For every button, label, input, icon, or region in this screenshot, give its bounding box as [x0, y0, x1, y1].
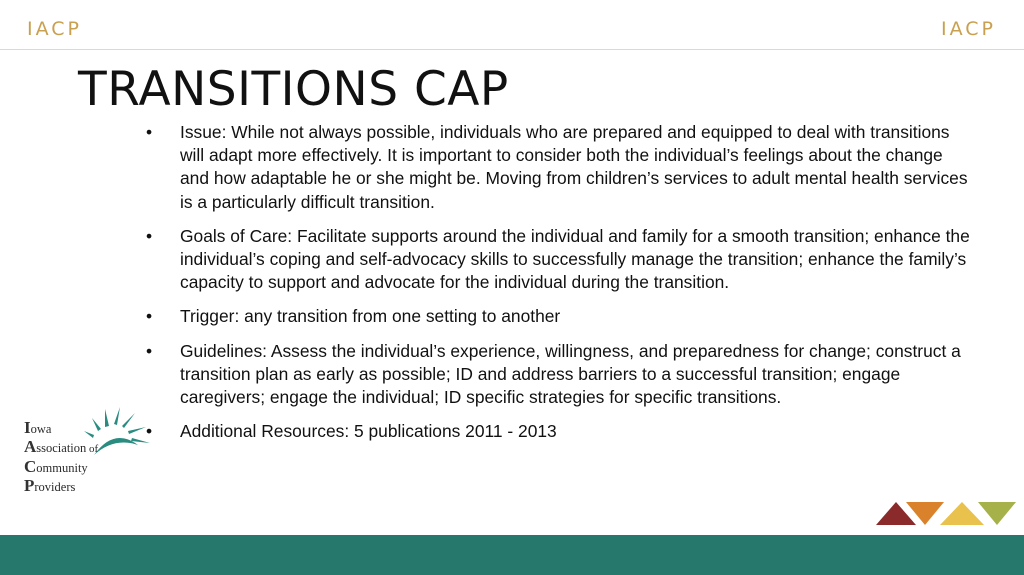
header-divider — [0, 49, 1024, 50]
brand-logo-right: IACP — [941, 18, 996, 40]
bullet-text: Goals of Care: Facilitate supports around the individual and family for a smooth transition; enhance the individual’s coping and self-advocacy skills to successfully manage the transition; enhance the family’s capacity to support and advocate for the individual during the transition. — [180, 225, 970, 293]
bullet-goals-of-care — [146, 225, 976, 295]
bullet-text: Trigger: any transition from one setting to another — [180, 306, 561, 327]
bullet-guidelines — [146, 340, 976, 410]
bullet-marker: • — [146, 225, 153, 246]
bullet-marker: • — [146, 122, 153, 142]
bullet-marker: • — [146, 421, 153, 442]
slide-title: TRANSITIONS CAP — [78, 62, 509, 117]
decorative-triangles — [876, 502, 1018, 526]
footer-bar — [0, 535, 1024, 575]
bullet-marker: • — [146, 306, 153, 327]
bullet-issue — [146, 121, 976, 214]
triangle-olive — [978, 502, 1016, 525]
bullet-list — [146, 121, 976, 454]
triangle-yellow — [940, 502, 984, 525]
bullet-text: Additional Resources: 5 publications 2011 - 2013 — [180, 421, 557, 442]
bullet-additional-resources — [146, 420, 976, 443]
logo-wordmark: Iowa Association of Community Providers — [24, 418, 99, 495]
bullet-text: Issue: While not always possible, individuals who are prepared and equipped to deal with transitions will adapt more effectively. It is important to consider both the individual’s feelings about the change and how adaptable he or she might be. Moving from children’s services to adult mental health services is a particularly difficult transition. — [180, 122, 968, 212]
bullet-trigger — [146, 305, 976, 328]
iacp-logo — [24, 405, 154, 497]
brand-logo-left: IACP — [27, 18, 82, 40]
bullet-marker: • — [146, 340, 153, 361]
bullet-text: Guidelines: Assess the individual’s experience, willingness, and preparedness for change; construct a transition plan as early as possible; ID and address barriers to a successful transition; engage caregivers; engage the individual; ID specific strategies for specific transitions. — [180, 340, 961, 408]
